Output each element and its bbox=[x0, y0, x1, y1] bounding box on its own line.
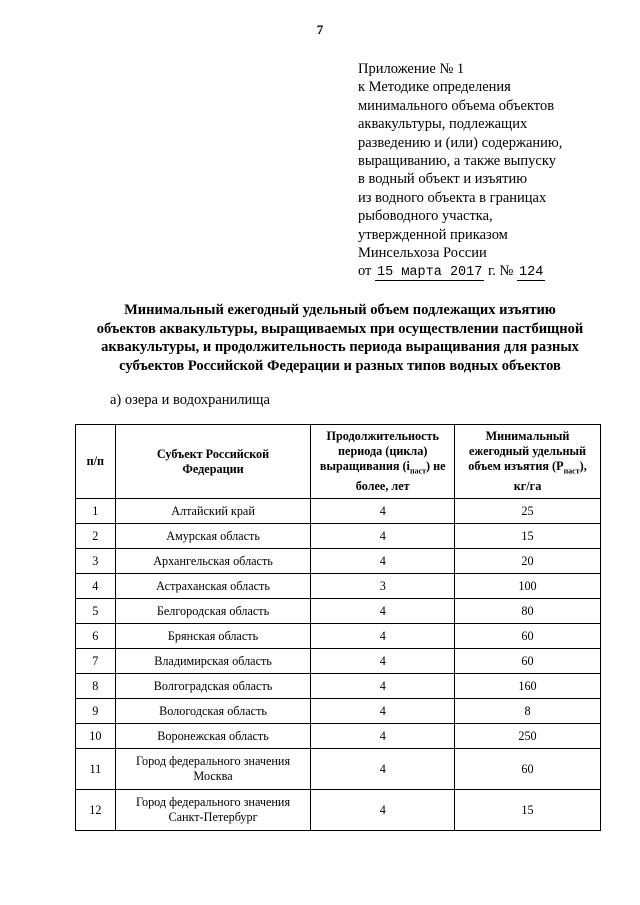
table-row bbox=[76, 574, 601, 599]
table-row bbox=[76, 790, 601, 831]
header-volume: Минимальный ежегодный удельный объем изъятия $(P_{паст})$, кг/га bbox=[455, 425, 601, 499]
cell-subject: Брянская область bbox=[115, 624, 311, 649]
appendix-line: Приложение № 1 bbox=[358, 61, 465, 77]
cell-volume: 20 bbox=[455, 549, 601, 574]
table-row bbox=[76, 724, 601, 749]
cell-volume: 8 bbox=[455, 699, 601, 724]
cell-subject: Белгородская область bbox=[115, 599, 311, 624]
cell-period: 4 bbox=[311, 674, 455, 699]
cell-subject: Город федерального значения Санкт-Петербург bbox=[115, 790, 311, 831]
cell-period: 4 bbox=[311, 624, 455, 649]
cell-num: 10 bbox=[76, 724, 116, 749]
title-line: Минимальный ежегодный удельный объем подлежащих изъятию bbox=[124, 302, 556, 318]
table-row bbox=[76, 699, 601, 724]
cell-period: 4 bbox=[311, 749, 455, 790]
year-suffix: г. № bbox=[487, 263, 514, 280]
cell-subject: Амурская область bbox=[115, 524, 311, 549]
cell-num: 4 bbox=[76, 574, 116, 599]
cell-subject: Владимирская область bbox=[115, 649, 311, 674]
cell-volume: 160 bbox=[455, 674, 601, 699]
title-line: аквакультуры, и продолжительность периода выращивания для разных bbox=[101, 339, 579, 355]
cell-num: 7 bbox=[76, 649, 116, 674]
cell-period: 4 bbox=[311, 649, 455, 674]
table-row bbox=[76, 749, 601, 790]
table-row bbox=[76, 624, 601, 649]
page-number: 7 bbox=[316, 22, 324, 37]
cell-volume: 250 bbox=[455, 724, 601, 749]
cell-volume: 80 bbox=[455, 599, 601, 624]
cell-subject: Астраханская область bbox=[115, 574, 311, 599]
cell-num: 12 bbox=[76, 790, 116, 831]
cell-period: 4 bbox=[311, 699, 455, 724]
table-row bbox=[76, 674, 601, 699]
appendix-line: минимального объема объектов bbox=[358, 97, 555, 114]
appendix-block bbox=[358, 60, 618, 281]
cell-num: 6 bbox=[76, 624, 116, 649]
cell-period: 4 bbox=[311, 499, 455, 524]
appendix-line: аквакультуры, подлежащих bbox=[358, 116, 528, 133]
table-row bbox=[76, 599, 601, 624]
cell-num: 3 bbox=[76, 549, 116, 574]
cell-period: 4 bbox=[311, 599, 455, 624]
header-row bbox=[76, 425, 601, 499]
cell-num: 5 bbox=[76, 599, 116, 624]
appendix-line: Минсельхоза России bbox=[358, 245, 487, 262]
appendix-line: разведению и (или) содержанию, bbox=[358, 134, 563, 151]
table-row bbox=[76, 499, 601, 524]
cell-num: 1 bbox=[76, 499, 116, 524]
cell-subject: Волгоградская область bbox=[115, 674, 311, 699]
appendix-line: рыбоводного участка, bbox=[358, 208, 493, 225]
data-table bbox=[75, 424, 601, 831]
table-row bbox=[76, 649, 601, 674]
cell-subject: Город федерального значения Москва bbox=[115, 749, 311, 790]
appendix-line: в водный объект и изъятию bbox=[358, 171, 528, 188]
order-number: 124 bbox=[519, 265, 544, 281]
table-row bbox=[76, 549, 601, 574]
section-label: а) озера и водохранилища bbox=[110, 392, 270, 408]
header-period: Продолжительность периода (цикла) выращивания $(i_{паст})$ не более, лет bbox=[311, 425, 455, 499]
cell-subject: Архангельская область bbox=[115, 549, 311, 574]
title-line: объектов аквакультуры, выращиваемых при осуществлении пастбищной bbox=[96, 320, 584, 337]
cell-period: 4 bbox=[311, 724, 455, 749]
appendix-line: к Методике определения bbox=[358, 79, 511, 96]
cell-volume: 25 bbox=[455, 499, 601, 524]
date-prefix: от bbox=[358, 263, 372, 280]
cell-volume: 60 bbox=[455, 749, 601, 790]
order-date: 15 марта 2017 bbox=[377, 265, 483, 281]
cell-num: 8 bbox=[76, 674, 116, 699]
title-line: субъектов Российской Федерации и разных типов водных объектов bbox=[119, 357, 561, 374]
cell-volume: 15 bbox=[455, 790, 601, 831]
cell-period: 4 bbox=[311, 524, 455, 549]
cell-subject: Алтайский край bbox=[115, 499, 311, 524]
cell-period: 4 bbox=[311, 549, 455, 574]
order-date-line bbox=[358, 262, 618, 281]
cell-period: 3 bbox=[311, 574, 455, 599]
appendix-line: утвержденной приказом bbox=[358, 226, 508, 243]
header-subject: Субъект Российской Федерации bbox=[115, 425, 311, 499]
appendix-line: из водного объекта в границах bbox=[358, 189, 547, 206]
appendix-line: выращиванию, а также выпуску bbox=[358, 153, 556, 170]
header-num: п/п bbox=[76, 425, 116, 499]
cell-num: 9 bbox=[76, 699, 116, 724]
document-title bbox=[60, 301, 620, 375]
cell-volume: 15 bbox=[455, 524, 601, 549]
cell-volume: 60 bbox=[455, 624, 601, 649]
cell-subject: Воронежская область bbox=[115, 724, 311, 749]
cell-volume: 100 bbox=[455, 574, 601, 599]
cell-volume: 60 bbox=[455, 649, 601, 674]
cell-num: 2 bbox=[76, 524, 116, 549]
cell-period: 4 bbox=[311, 790, 455, 831]
cell-subject: Вологодская область bbox=[115, 699, 311, 724]
cell-num: 11 bbox=[76, 749, 116, 790]
table-row bbox=[76, 524, 601, 549]
